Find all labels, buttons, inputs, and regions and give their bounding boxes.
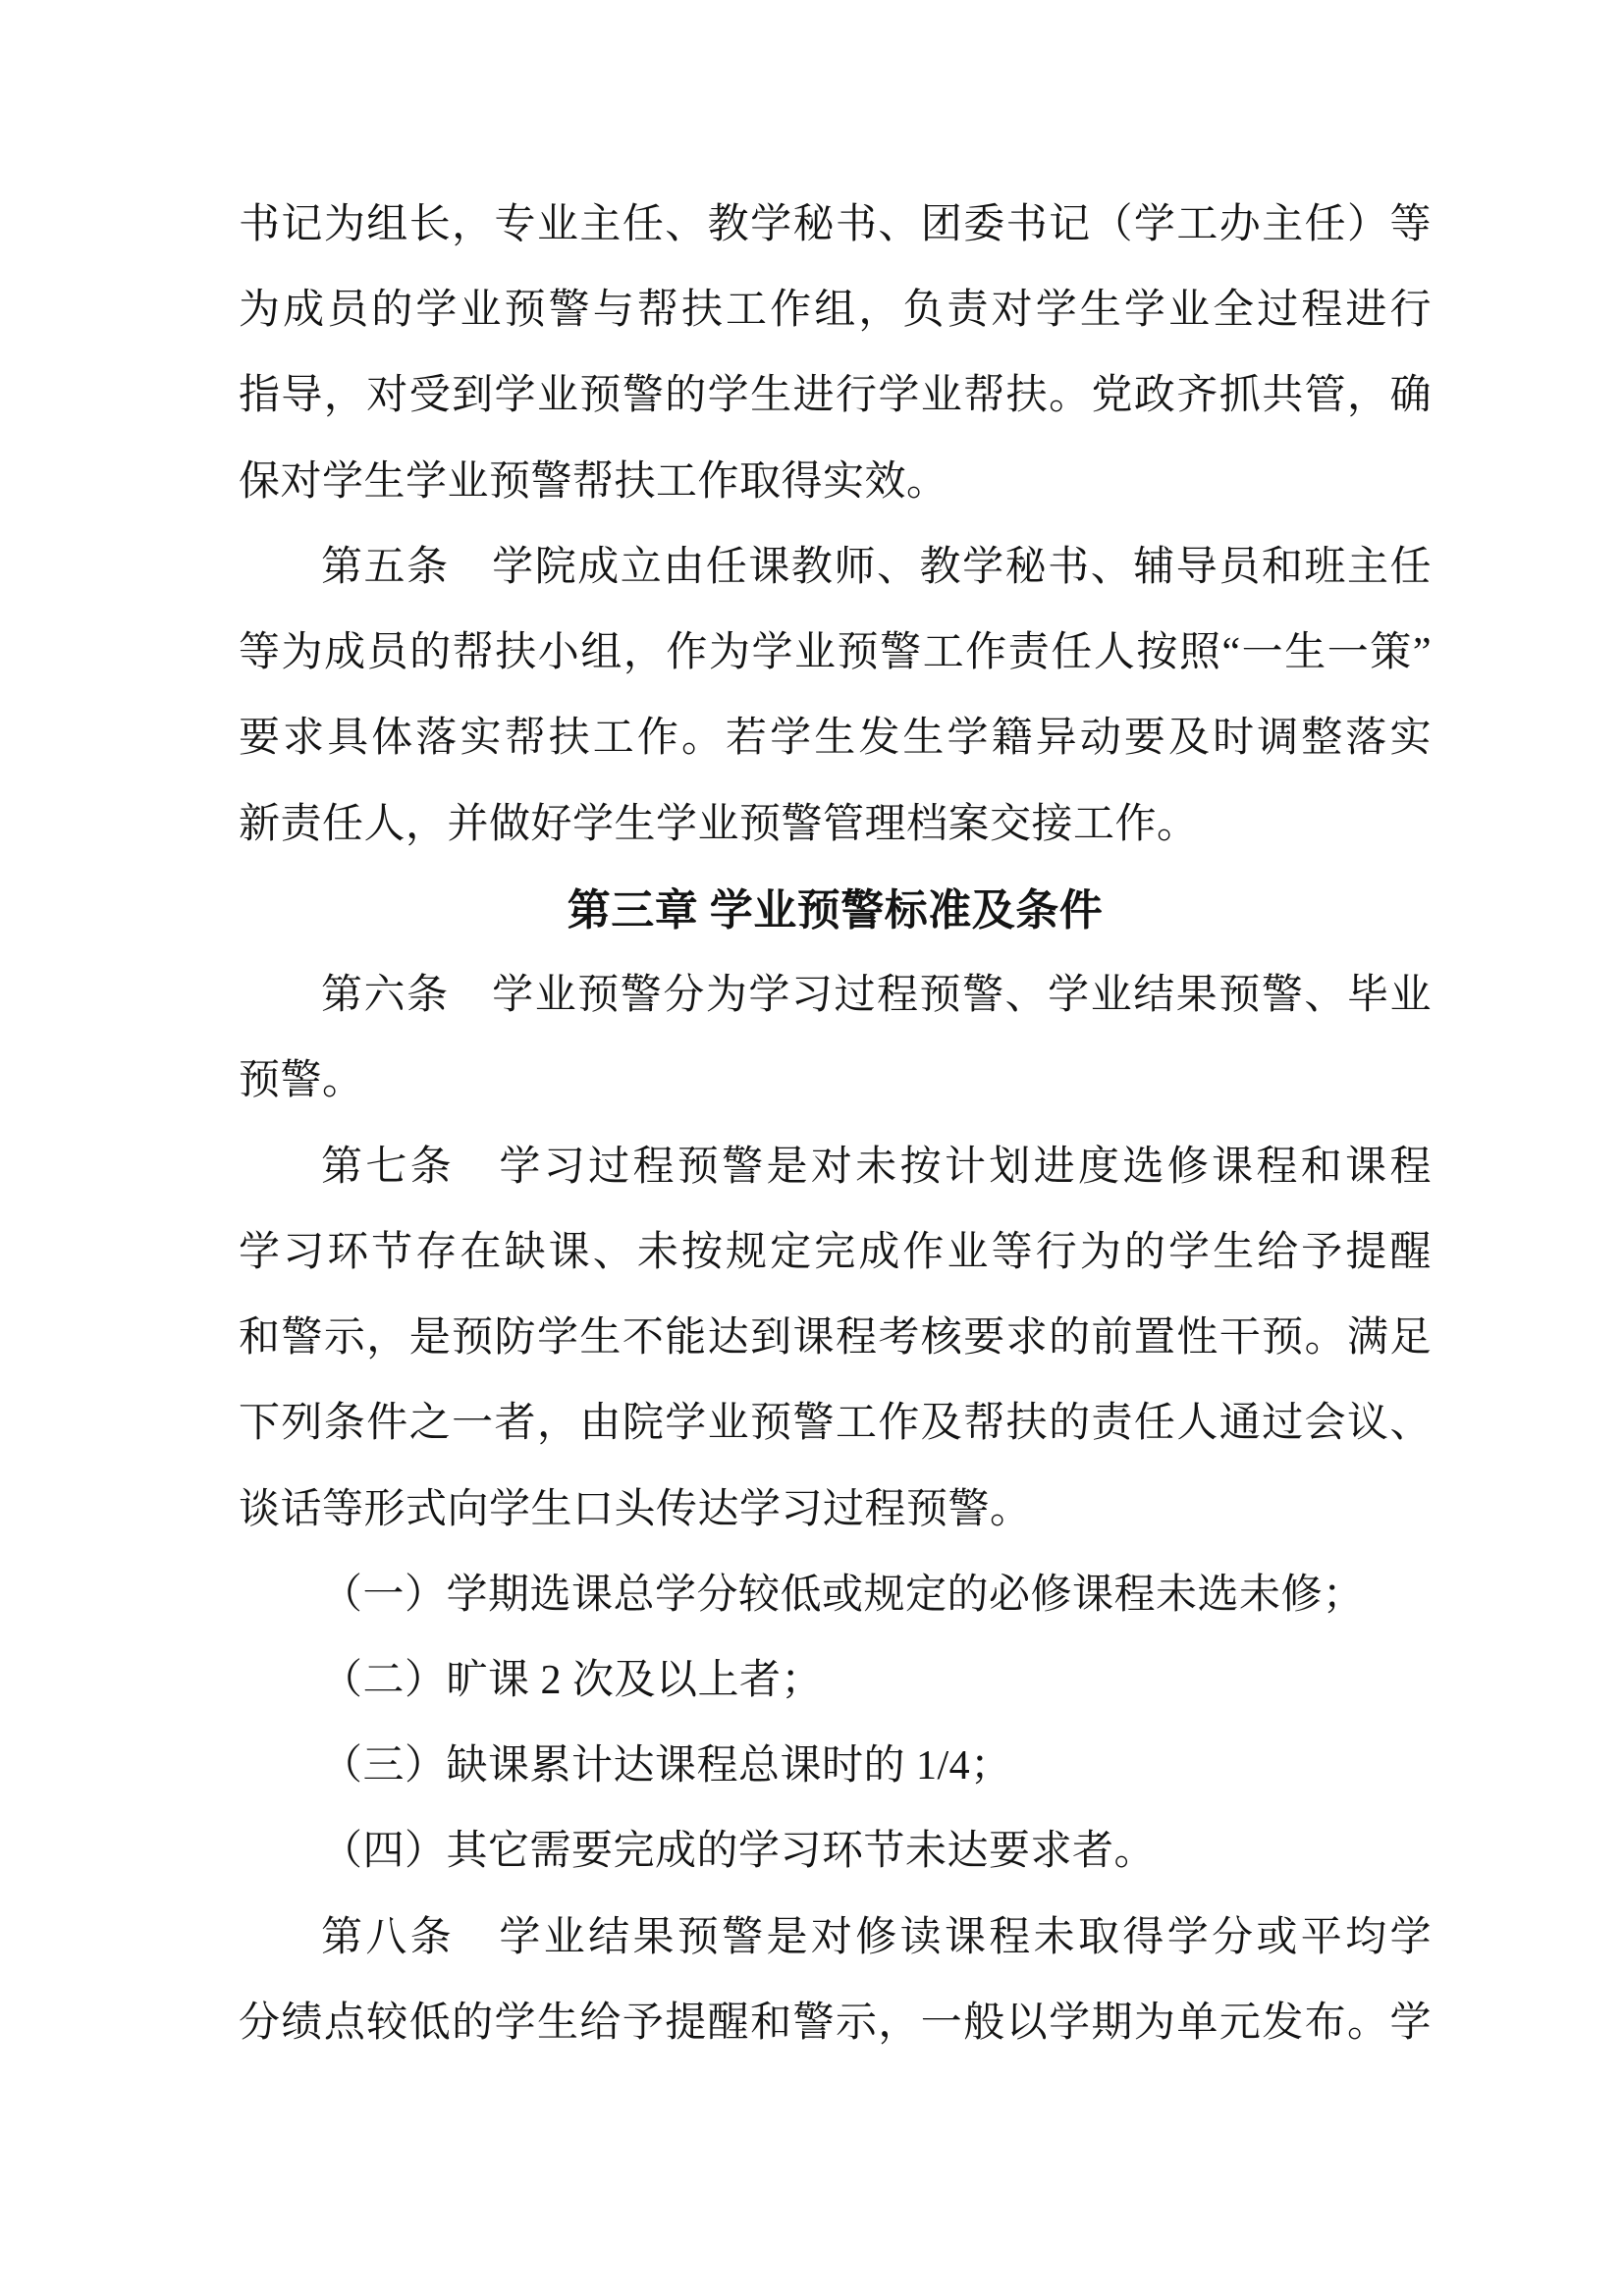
text-line: （三）缺课累计达课程总课时的 1/4； — [321, 1743, 1012, 1789]
text-line: 第八条 学业结果预警是对修读课程未取得学分或平均学 — [321, 1914, 1432, 1960]
text-line: 书记为组长，专业主任、教学秘书、团委书记（学工办主任）等 — [239, 202, 1432, 247]
text-line: 要求具体落实帮扶工作。若学生发生学籍异动要及时调整落实 — [239, 716, 1432, 762]
chapter-heading: 第三章 学业预警标准及条件 — [567, 885, 1104, 934]
text-line: 等为成员的帮扶小组，作为学业预警工作责任人按照“一生一策” — [239, 630, 1432, 676]
text-line: 保对学生学业预警帮扶工作取得实效。 — [239, 458, 948, 505]
text-line: （二）旷课 2 次及以上者； — [321, 1657, 824, 1703]
text-line: 下列条件之一者，由院学业预警工作及帮扶的责任人通过会议、 — [239, 1401, 1432, 1447]
text-line: 谈话等形式向学生口头传达学习过程预警。 — [239, 1486, 1032, 1532]
text-line: 第六条 学业预警分为学习过程预警、学业结果预警、毕业 — [321, 973, 1432, 1019]
text-line: 和警示，是预防学生不能达到课程考核要求的前置性干预。满足 — [239, 1315, 1432, 1362]
text-line: （四）其它需要完成的学习环节未达要求者。 — [321, 1829, 1157, 1875]
text-line: （一）学期选课总学分较低或规定的必修课程未选未修； — [321, 1572, 1365, 1618]
text-line: 第五条 学院成立由任课教师、教学秘书、辅导员和班主任 — [321, 544, 1432, 590]
text-line: 指导，对受到学业预警的学生进行学业帮扶。党政齐抓共管，确 — [239, 373, 1432, 419]
document-text-block — [239, 183, 1432, 2066]
text-line: 预警。 — [239, 1058, 364, 1104]
text-line: 第七条 学习过程预警是对未按计划进度选修课程和课程 — [321, 1144, 1432, 1190]
text-line: 为成员的学业预警与帮扶工作组，负责对学生学业全过程进行 — [239, 288, 1432, 334]
text-line: 新责任人，并做好学生学业预警管理档案交接工作。 — [239, 801, 1199, 847]
text-line: 学习环节存在缺课、未按规定完成作业等行为的学生给予提醒 — [239, 1229, 1432, 1275]
text-line: 分绩点较低的学生给予提醒和警示，一般以学期为单元发布。学 — [239, 2000, 1432, 2046]
